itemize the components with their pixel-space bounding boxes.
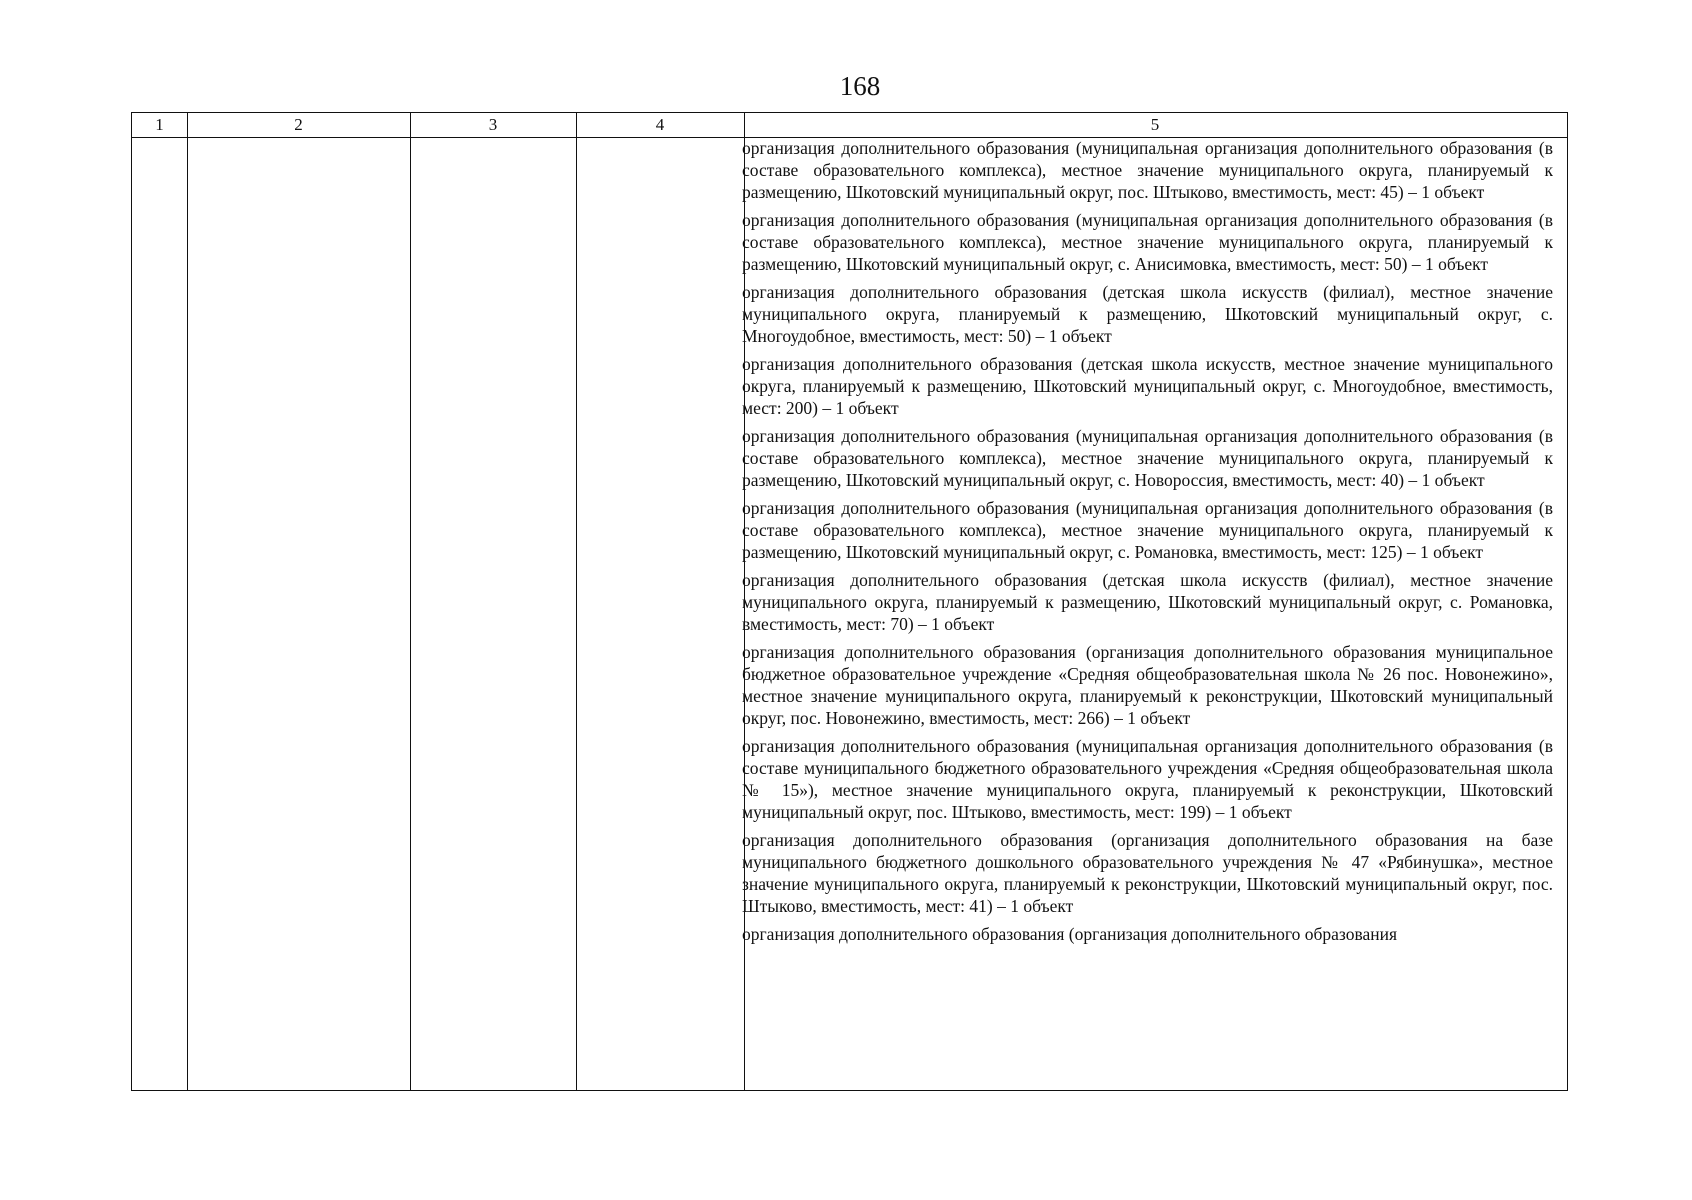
table-row: организация дополнительного образования (муниципальная организация дополнительного образования (в составе образовательного комплекса), местное значение муниципального округа, планируемый к размещению, Шкотовский муниципальный округ, с. Новороссия, вместимость, мест: 40) – 1 объект bbox=[742, 426, 1553, 490]
table-row: организация дополнительного образования (детская школа искусств (филиал), местное значение муниципального округа, планируемый к размещению, Шкотовский муниципальный округ, с. Романовка, вместимость, мест: 70) – 1 объект bbox=[742, 570, 1553, 634]
document-table bbox=[131, 112, 1568, 1091]
table-row: организация дополнительного образования (организация дополнительного образования муниципальное бюджетное образовательное учреждение «Средняя общеобразовательная школа № 26 пос. Новонежино», местное значение муниципального округа, планируемый к реконструкции, Шкотовский муниципальный округ, пос. Новонежино, вместимость, мест: 266) – 1 объект bbox=[742, 642, 1553, 728]
column-header-2: 2 bbox=[294, 115, 303, 134]
column-divider bbox=[187, 113, 188, 1090]
table-header-row bbox=[132, 113, 1567, 138]
page-number: 168 bbox=[839, 71, 881, 101]
table-row: организация дополнительного образования (детская школа искусств (филиал), местное значение муниципального округа, планируемый к размещению, Шкотовский муниципальный округ, с. Многоудобное, вместимость, мест: 50) – 1 объект bbox=[742, 282, 1553, 346]
table-row: организация дополнительного образования (муниципальная организация дополнительного образования (в составе образовательного комплекса), местное значение муниципального округа, планируемый к размещению, Шкотовский муниципальный округ, пос. Штыково, вместимость, мест: 45) – 1 объект bbox=[742, 138, 1553, 202]
table-row: организация дополнительного образования (муниципальная организация дополнительного образования (в составе образовательного комплекса), местное значение муниципального округа, планируемый к размещению, Шкотовский муниципальный округ, с. Анисимовка, вместимость, мест: 50) – 1 объект bbox=[742, 210, 1553, 274]
column-header-3: 3 bbox=[488, 115, 498, 134]
table-row: организация дополнительного образования (организация дополнительного образования на базе муниципального бюджетного дошкольного образовательного учреждения № 47 «Рябинушка», местное значение муниципального округа, планируемый к реконструкции, Шкотовский муниципальный округ, пос. Штыково, вместимость, мест: 41) – 1 объект bbox=[742, 830, 1553, 916]
column-header-4: 4 bbox=[655, 115, 665, 134]
table-row: организация дополнительного образования (детская школа искусств, местное значение муниципального округа, планируемый к размещению, Шкотовский муниципальный округ, с. Многоудобное, вместимость, мест: 200) – 1 объект bbox=[742, 354, 1553, 418]
column-header-5: 5 bbox=[1150, 115, 1160, 134]
column-divider bbox=[576, 113, 577, 1090]
column-5-content bbox=[742, 137, 1553, 1090]
table-row: организация дополнительного образования (организация дополнительного образования bbox=[742, 924, 1398, 944]
table-row: организация дополнительного образования (муниципальная организация дополнительного образования (в составе муниципального бюджетного образовательного учреждения «Средняя общеобразовательная школа № 15»), местное значение муниципального округа, планируемый к реконструкции, Шкотовский муниципальный округ, пос. Штыково, вместимость, мест: 199) – 1 объект bbox=[742, 736, 1553, 822]
column-divider bbox=[410, 113, 411, 1090]
column-header-1: 1 bbox=[155, 115, 164, 134]
table-row: организация дополнительного образования (муниципальная организация дополнительного образования (в составе образовательного комплекса), местное значение муниципального округа, планируемый к размещению, Шкотовский муниципальный округ, с. Романовка, вместимость, мест: 125) – 1 объект bbox=[742, 498, 1553, 562]
